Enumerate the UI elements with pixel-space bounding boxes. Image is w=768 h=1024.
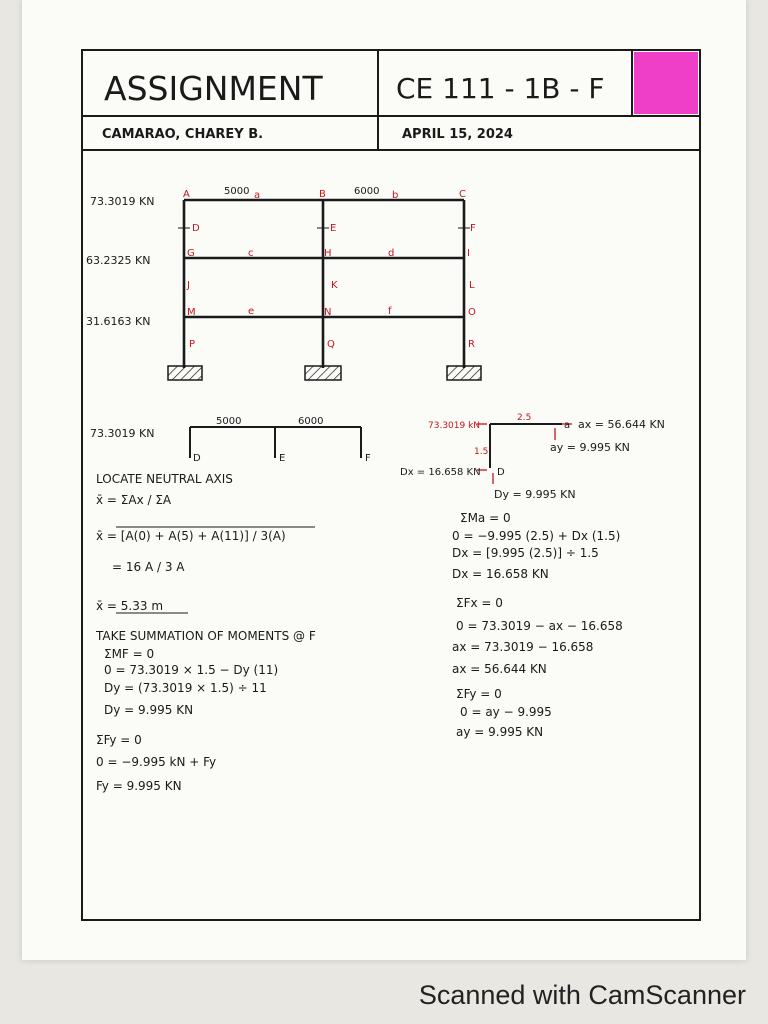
sum-fy-left: ΣFy = 0 (96, 733, 142, 747)
load-level-3: 31.6163 KN (86, 315, 151, 328)
dx-expression: Dx = [9.995 (2.5)] ÷ 1.5 (452, 546, 599, 560)
fbd-load: 73.3019 kN (428, 421, 481, 431)
fx-substitution: 0 = 73.3019 − ax − 16.658 (456, 619, 623, 633)
dy-expression: Dy = (73.3019 × 1.5) ÷ 11 (104, 681, 267, 695)
svg-text:d: d (388, 248, 395, 259)
sum-ma: ΣMa = 0 (460, 511, 511, 525)
svg-text:N: N (324, 307, 332, 318)
camscanner-watermark: Scanned with CamScanner (418, 980, 746, 1010)
svg-text:E: E (330, 223, 337, 234)
section-load: 73.3019 KN (90, 427, 155, 440)
ax-result: ax = 56.644 KN (452, 662, 547, 676)
svg-text:A: A (183, 189, 190, 200)
svg-text:Q: Q (327, 339, 335, 350)
ay-result: ay = 9.995 KN (456, 725, 544, 739)
svg-text:O: O (468, 307, 476, 318)
fy-substitution: 0 = −9.995 kN + Fy (96, 755, 217, 769)
svg-text:M: M (187, 307, 196, 318)
span-right: 6000 (354, 186, 380, 197)
joint-labels (183, 189, 476, 350)
pink-tab (634, 52, 698, 114)
svg-text:c: c (248, 248, 254, 259)
moment-equation: ΣMF = 0 (104, 647, 155, 661)
free-body-diagram (477, 424, 572, 484)
centroid-result: x̄ = 5.33 m (96, 599, 164, 613)
fbd-length: 2.5 (517, 413, 532, 423)
fbd-point-d: D (497, 467, 505, 478)
svg-text:b: b (392, 190, 399, 201)
load-level-2: 63.2325 KN (86, 254, 151, 267)
submission-date: APRIL 15, 2024 (402, 127, 513, 142)
svg-text:G: G (187, 248, 195, 259)
ma-substitution: 0 = −9.995 (2.5) + Dx (1.5) (452, 529, 621, 543)
moment-substitution: 0 = 73.3019 × 1.5 − Dy (11) (104, 663, 279, 677)
fixed-supports (168, 366, 481, 380)
course-code: CE 111 - 1B - F (396, 72, 605, 105)
neutral-axis-heading: LOCATE NEUTRAL AXIS (96, 472, 233, 486)
fbd-height: 1.5 (474, 447, 489, 457)
fbd-dx: Dx = 16.658 KN (400, 467, 481, 478)
fbd-ay: ay = 9.995 KN (550, 441, 630, 454)
section-joint-f: F (365, 453, 371, 464)
span-left: 5000 (224, 186, 250, 197)
svg-text:R: R (468, 339, 475, 350)
frame-diagram (178, 200, 470, 368)
fbd-dy: Dy = 9.995 KN (494, 488, 576, 501)
fy-result: Fy = 9.995 KN (96, 779, 182, 793)
section-span-right: 6000 (298, 416, 324, 427)
svg-text:H: H (324, 248, 332, 259)
svg-text:L: L (469, 280, 475, 291)
svg-text:f: f (388, 306, 392, 317)
right-solution (452, 511, 623, 739)
section-joint-d: D (193, 453, 201, 464)
sum-fy-right: ΣFy = 0 (456, 687, 502, 701)
svg-text:F: F (470, 223, 476, 234)
svg-text:D: D (192, 223, 200, 234)
ay-substitution: 0 = ay − 9.995 (460, 705, 552, 719)
centroid-formula: x̄ = ΣAx / ΣA (96, 493, 172, 507)
dx-result: Dx = 16.658 KN (452, 567, 549, 581)
section-span-left: 5000 (216, 416, 242, 427)
student-name: CAMARAO, CHAREY B. (102, 127, 264, 142)
assignment-title: ASSIGNMENT (104, 69, 323, 108)
fbd-point-a: a (564, 420, 571, 431)
left-solution (95, 472, 316, 793)
svg-text:e: e (248, 306, 255, 317)
fbd-ax: ax = 56.644 KN (578, 418, 665, 431)
moment-heading: TAKE SUMMATION OF MOMENTS @ F (96, 629, 316, 643)
svg-text:C: C (459, 189, 466, 200)
svg-text:K: K (331, 280, 338, 291)
dy-result: Dy = 9.995 KN (104, 703, 194, 717)
centroid-substitution: x̄ = [A(0) + A(5) + A(11)] / 3(A) (96, 529, 286, 543)
svg-text:a: a (254, 190, 261, 201)
svg-text:J: J (187, 280, 190, 291)
sum-fx: ΣFx = 0 (456, 596, 503, 610)
centroid-simplified: = 16 A / 3 A (112, 560, 185, 574)
section-joint-e: E (279, 453, 286, 464)
ax-expression: ax = 73.3019 − 16.658 (452, 640, 594, 654)
svg-text:P: P (189, 339, 196, 350)
svg-text:B: B (319, 189, 326, 200)
svg-text:I: I (467, 248, 470, 259)
load-level-1: 73.3019 KN (90, 195, 155, 208)
section-diagram (190, 427, 361, 458)
